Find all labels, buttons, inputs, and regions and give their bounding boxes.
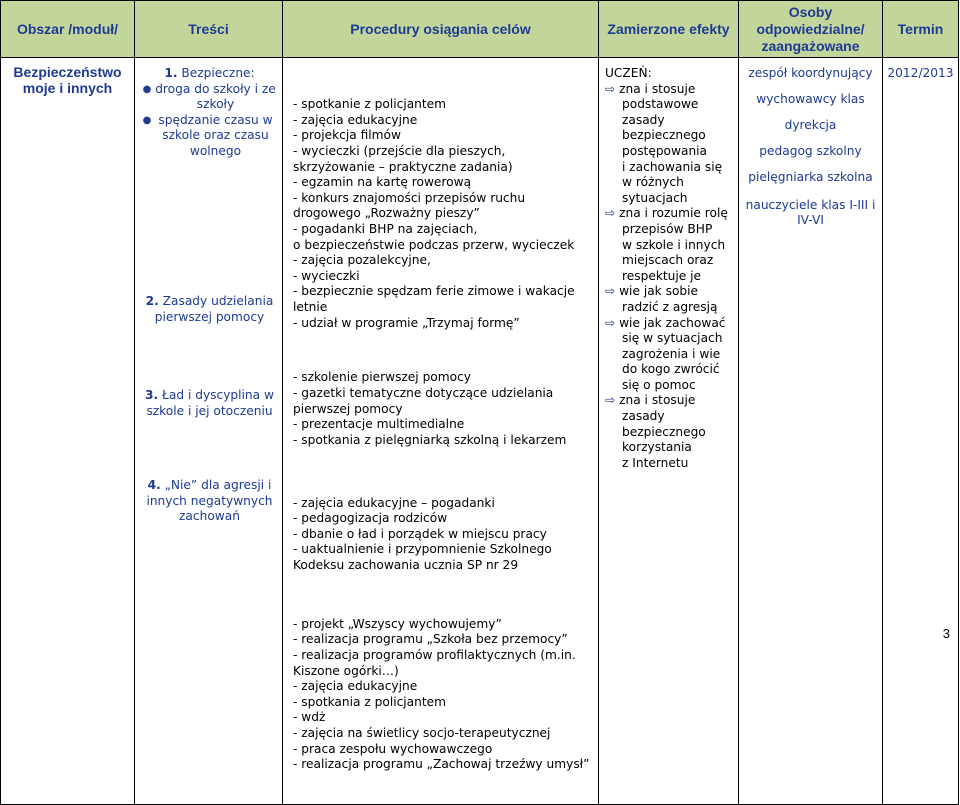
effect-line: zasady bbox=[622, 409, 665, 424]
procedures-cell bbox=[283, 58, 599, 805]
procedure-line: - gazetki tematyczne dotyczące udzielania bbox=[293, 385, 554, 400]
procedure-line: - zajęcia na świetlicy socjo-terapeutycznej bbox=[293, 725, 551, 740]
person-item: zespół koordynujący bbox=[748, 66, 873, 80]
effect-line: respektuje je bbox=[622, 268, 702, 283]
effect-item: ⇨ wie jak zachować bbox=[605, 315, 726, 330]
procedure-line: - projekcja filmów bbox=[293, 128, 401, 143]
arrow-right-icon: ⇨ bbox=[605, 315, 620, 330]
effect-line: sytuacjach bbox=[622, 190, 688, 205]
procedure-line: Kiszone ogórki…) bbox=[293, 663, 399, 678]
topic-1-bullet: ● droga do szkoły i ze szkoły bbox=[142, 81, 276, 112]
content-row bbox=[1, 58, 959, 805]
effects-heading: UCZEŃ: bbox=[605, 66, 652, 80]
effect-item: ⇨ wie jak sobie bbox=[605, 284, 699, 299]
procedure-line: - zajęcia edukacyjne – pogadanki bbox=[293, 495, 495, 510]
person-item: dyrekcja bbox=[784, 117, 837, 132]
topic-1: 1. Bezpieczne: ● droga do szkoły i ze szkoły ● spędzanie czasu w szkole oraz czasu wolnego bbox=[141, 66, 278, 294]
header-row bbox=[1, 1, 959, 58]
effect-line: podstawowe bbox=[622, 97, 699, 112]
topic-3: 3. Ład i dyscyplina w szkole i jej otoczeniu bbox=[145, 388, 274, 418]
arrow-right-icon: ⇨ bbox=[605, 393, 620, 408]
procedure-line: - egzamin na kartę rowerową bbox=[293, 175, 472, 190]
bullet-icon: ● bbox=[142, 83, 152, 95]
procedure-line: - dbanie o ład i porządek w miejscu pracy bbox=[293, 526, 547, 541]
procedure-line: - szkolenie pierwszej pomocy bbox=[293, 370, 472, 385]
header-effects: Zamierzone efekty bbox=[599, 1, 739, 58]
effect-line: radzić z agresją bbox=[622, 299, 718, 314]
effect-line: korzystania bbox=[622, 440, 692, 455]
effect-item: ⇨ zna i rozumie rolę bbox=[605, 206, 728, 221]
arrow-right-icon: ⇨ bbox=[605, 81, 620, 96]
procedure-line: - wycieczki (przejście dla pieszych, bbox=[293, 143, 506, 158]
effect-line: się w sytuacjach bbox=[622, 331, 723, 346]
procedure-line: - spotkania z policjantem bbox=[293, 694, 447, 709]
procedure-line: - udział w programie „Trzymaj formę” bbox=[293, 315, 520, 330]
effect-line: bezpiecznego bbox=[622, 128, 706, 143]
procedures-group-4 bbox=[293, 617, 594, 773]
term-cell: 2012/2013 bbox=[883, 58, 959, 805]
procedure-line: - realizacja programu „Zachowaj trzeźwy umysł” bbox=[293, 757, 590, 772]
procedure-line: - praca zespołu wychowawczego bbox=[293, 741, 493, 756]
procedures-group-2 bbox=[293, 370, 594, 464]
procedure-line: - spotkanie z policjantem bbox=[293, 97, 447, 112]
topics-cell bbox=[135, 58, 283, 805]
procedure-line: drogowego „Rozważny pieszy” bbox=[293, 206, 480, 221]
procedures-group-3 bbox=[293, 496, 594, 586]
topic-4: 4. „Nie” dla agresji i innych negatywnych zachowań bbox=[146, 478, 273, 524]
topic-1-title: Bezpieczne: bbox=[181, 66, 255, 80]
procedure-line: - zajęcia edukacyjne bbox=[293, 112, 418, 127]
effects-cell bbox=[599, 58, 739, 805]
procedure-line: - spotkania z pielęgniarką szkolną i lekarzem bbox=[293, 432, 567, 447]
effect-line: w różnych bbox=[622, 175, 684, 190]
effect-line: z Internetu bbox=[622, 455, 689, 470]
procedure-line: Kodeksu zachowania ucznia SP nr 29 bbox=[293, 557, 519, 572]
arrow-right-icon: ⇨ bbox=[605, 284, 620, 299]
bullet-icon: ● bbox=[142, 114, 152, 126]
person-item: pielęgniarka szkolna bbox=[748, 169, 873, 184]
procedure-line: - wycieczki bbox=[293, 268, 360, 283]
procedure-line: - realizacja programu „Szkoła bez przemocy” bbox=[293, 632, 568, 647]
header-content: Treści bbox=[135, 1, 283, 58]
effect-line: przepisów BHP bbox=[622, 221, 713, 236]
effect-line: i zachowania się bbox=[622, 159, 723, 174]
procedure-line: letnie bbox=[293, 299, 328, 314]
procedure-line: - prezentacje multimedialne bbox=[293, 417, 465, 432]
area-cell: Bezpieczeństwo moje i innych bbox=[1, 58, 135, 805]
effect-line: zagrożenia i wie bbox=[622, 346, 721, 361]
procedure-line: - projekt „Wszyscy wychowujemy” bbox=[293, 616, 502, 631]
procedures-group-1 bbox=[293, 97, 594, 339]
effect-line: miejscach oraz bbox=[622, 253, 714, 268]
effect-item: ⇨ zna i stosuje bbox=[605, 393, 696, 408]
effect-line: do kogo zwrócić bbox=[622, 362, 720, 377]
procedure-line: pierwszej pomocy bbox=[293, 401, 403, 416]
header-term: Termin bbox=[883, 1, 959, 58]
effect-line: bezpiecznego bbox=[622, 424, 706, 439]
effect-line: się o pomoc bbox=[622, 377, 696, 392]
procedure-line: - pedagogizacja rodziców bbox=[293, 511, 448, 526]
procedure-line: - zajęcia pozalekcyjne, bbox=[293, 253, 431, 268]
procedure-line: - konkurs znajomości przepisów ruchu bbox=[293, 190, 526, 205]
effect-line: zasady bbox=[622, 112, 665, 127]
effect-line: w szkole i innych bbox=[622, 237, 726, 252]
person-item: pedagog szkolny bbox=[759, 143, 862, 158]
arrow-right-icon: ⇨ bbox=[605, 206, 620, 221]
topic-2: 2. Zasady udzielania pierwszej pomocy bbox=[145, 294, 274, 324]
topic-1-bullet: ● spędzanie czasu w szkole oraz czasu wolnego bbox=[142, 112, 273, 158]
effect-item: ⇨ zna i stosuje bbox=[605, 81, 696, 96]
procedure-line: skrzyżowanie – praktyczne zadania) bbox=[293, 159, 513, 174]
person-item: nauczyciele klas I-III i IV-VI bbox=[745, 197, 876, 228]
procedure-line: o bezpieczeństwie podczas przerw, wycieczek bbox=[293, 237, 575, 252]
page-number: 3 bbox=[942, 626, 950, 641]
procedure-line: - pogadanki BHP na zajęciach, bbox=[293, 221, 478, 236]
procedure-line: - uaktualnienie i przypomnienie Szkolnego bbox=[293, 542, 552, 557]
procedure-line: - wdż bbox=[293, 710, 326, 725]
header-area: Obszar /moduł/ bbox=[1, 1, 135, 58]
procedure-line: - realizacja programów profilaktycznych (m.in. bbox=[293, 647, 576, 662]
procedure-line: - bezpiecznie spędzam ferie zimowe i wakacje bbox=[293, 284, 575, 299]
person-item: wychowawcy klas bbox=[756, 91, 865, 106]
header-procedures: Procedury osiągania celów bbox=[283, 1, 599, 58]
persons-cell bbox=[739, 58, 883, 805]
header-persons: Osoby odpowiedzialne/ zaangażowane bbox=[739, 1, 883, 58]
effect-line: postępowania bbox=[622, 143, 708, 158]
procedure-line: - zajęcia edukacyjne bbox=[293, 679, 418, 694]
